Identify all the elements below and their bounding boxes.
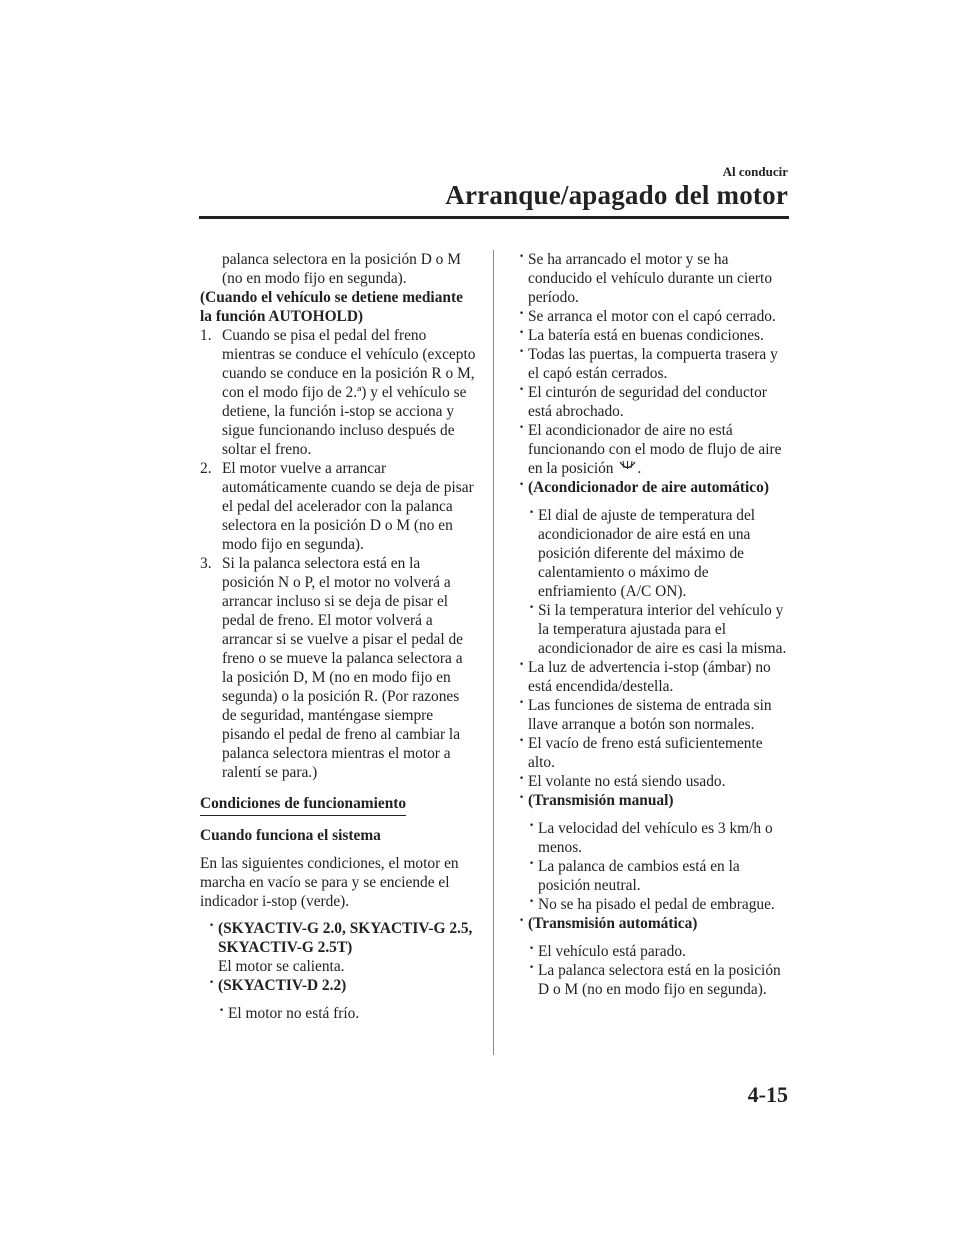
condition-text: Se arranca el motor con el capó cerrado.	[528, 308, 776, 325]
condition-text: Todas las puertas, la compuerta trasera y el capó están cerrados.	[528, 346, 778, 382]
step-number: 1.	[200, 327, 212, 344]
condition-text-tail: .	[637, 460, 642, 477]
bullet-icon: ·	[529, 893, 535, 910]
bullet-icon: ·	[519, 912, 525, 929]
list-item	[510, 345, 790, 383]
step-number: 3.	[200, 555, 212, 572]
list-item	[510, 696, 790, 734]
list-item	[200, 326, 476, 459]
list-item	[510, 601, 790, 658]
bullet-icon: ·	[529, 599, 535, 616]
list-item	[510, 326, 790, 345]
when-heading: Cuando funciona el sistema	[200, 827, 381, 844]
list-item	[200, 976, 476, 995]
bullet-icon: ·	[529, 959, 535, 976]
condition-text: Se ha arrancado el motor y se ha conducido el vehículo durante un cierto período.	[528, 251, 773, 306]
bullet-icon: ·	[219, 1002, 225, 1019]
list-item	[510, 961, 790, 999]
condition-text: El cinturón de seguridad del conductor está abrochado.	[528, 384, 767, 420]
bullet-icon: ·	[529, 817, 535, 834]
step-list	[200, 326, 476, 782]
list-item	[510, 478, 790, 497]
list-item	[200, 1004, 476, 1023]
continuation-text: palanca selectora en la posición D o M (no en modo fijo en segunda).	[222, 251, 461, 287]
auto-ac-label: (Acondicionador de aire automático)	[528, 479, 769, 496]
bullet-icon: ·	[519, 343, 525, 360]
list-item	[510, 734, 790, 772]
list-item	[510, 383, 790, 421]
condition-text: El acondicionador de aire no está funcionando con el modo de flujo de aire en la posición	[528, 422, 782, 477]
air-flow-vent-icon	[619, 460, 636, 474]
condition-text: El volante no está siendo usado.	[528, 773, 726, 790]
condition-text: La batería está en buenas condiciones.	[528, 327, 764, 344]
condition-text: La palanca de cambios está en la posición neutral.	[538, 858, 740, 894]
bullet-icon: ·	[209, 917, 215, 934]
condition-text: La velocidad del vehículo es 3 km/h o menos.	[538, 820, 773, 856]
header-rule	[199, 216, 789, 219]
list-item	[510, 421, 790, 478]
list-item	[200, 919, 476, 976]
engine-condition: El motor no está frío.	[228, 1005, 360, 1022]
list-item	[510, 506, 790, 601]
step-number: 2.	[200, 460, 212, 477]
bullet-icon: ·	[209, 974, 215, 991]
bullet-icon: ·	[519, 381, 525, 398]
step-text: Si la palanca selectora está en la posición N o P, el motor no volverá a arrancar incluso si se deja de pisar el pedal de freno. El motor volverá a arrancar si se vuelve a pisar el pedal de freno o se mueve la palanca selectora a la posición D, M (no en modo fijo en segunda) o la posición R. (Por razones de seguridad, manténgase siempre pisando el pedal de freno al cambiar la palanca selectora mientras el motor a ralentí se para.)	[222, 555, 463, 781]
bullet-icon: ·	[519, 248, 525, 265]
list-item	[510, 895, 790, 914]
bullet-icon: ·	[519, 656, 525, 673]
list-item	[510, 250, 790, 307]
engine-label: (SKYACTIV-G 2.0, SKYACTIV-G 2.5, SKYACTIV-G 2.5T)	[218, 920, 473, 956]
column-divider	[493, 250, 494, 1055]
condition-text: La luz de advertencia i-stop (ámbar) no está encendida/destella.	[528, 659, 771, 695]
bullet-icon: ·	[519, 694, 525, 711]
page-number: 4-15	[747, 1082, 788, 1107]
list-item	[510, 819, 790, 857]
list-item	[510, 942, 790, 961]
condition-text: El dial de ajuste de temperatura del acondicionador de aire está en una posición diferente del máximo de calentamiento o máximo de enfriamiento (A/C ON).	[538, 507, 756, 600]
list-item	[510, 857, 790, 895]
condition-text: No se ha pisado el pedal de embrague.	[538, 896, 775, 913]
page-title: Arranque/apagado del motor	[445, 180, 788, 210]
condition-text: Si la temperatura interior del vehículo y la temperatura ajustada para el acondicionador de aire es casi la misma.	[538, 602, 787, 657]
engine-label: (SKYACTIV-D 2.2)	[218, 977, 347, 994]
auto-label: (Transmisión automática)	[528, 915, 698, 932]
list-item	[510, 658, 790, 696]
step-text: Cuando se pisa el pedal del freno mientras se conduce el vehículo (excepto cuando se conduce en la posición R o M, con el modo fijo de 2.ª) y el vehículo se detiene, la función i-stop se acciona y sigue funcionando incluso después de soltar el freno.	[222, 327, 476, 458]
condition-text: El vehículo está parado.	[538, 943, 686, 960]
bullet-icon: ·	[519, 732, 525, 749]
left-column	[200, 250, 476, 1023]
engine-condition: El motor se calienta.	[218, 958, 345, 975]
bullet-icon: ·	[519, 789, 525, 806]
list-item	[200, 554, 476, 782]
autohold-heading: (Cuando el vehículo se detiene mediante la función AUTOHOLD)	[200, 289, 463, 325]
condition-text: La palanca selectora está en la posición D o M (no en modo fijo en segunda).	[538, 962, 781, 998]
intro-text: En las siguientes condiciones, el motor en marcha en vacío se para y se enciende el indicador i-stop (verde).	[200, 855, 459, 910]
bullet-icon: ·	[519, 419, 525, 436]
bullet-icon: ·	[519, 476, 525, 493]
list-item	[510, 791, 790, 810]
list-item	[510, 307, 790, 326]
bullet-icon: ·	[519, 324, 525, 341]
bullet-icon: ·	[519, 770, 525, 787]
bullet-icon: ·	[519, 305, 525, 322]
bullet-icon: ·	[529, 940, 535, 957]
condition-text: El vacío de freno está suficientemente alto.	[528, 735, 763, 771]
section-label: Al conducir	[722, 164, 788, 179]
list-item	[510, 914, 790, 933]
step-text: El motor vuelve a arrancar automáticamente cuando se deja de pisar el pedal del acelerador con la palanca selectora en la posición D o M (no en modo fijo en segunda).	[222, 460, 474, 553]
right-column	[510, 250, 790, 999]
bullet-icon: ·	[529, 855, 535, 872]
bullet-icon: ·	[529, 504, 535, 521]
condition-text: Las funciones de sistema de entrada sin llave arranque a botón son normales.	[528, 697, 772, 733]
list-item	[510, 772, 790, 791]
list-item	[200, 459, 476, 554]
manual-label: (Transmisión manual)	[528, 792, 674, 809]
conditions-heading: Condiciones de funcionamiento	[200, 794, 406, 816]
